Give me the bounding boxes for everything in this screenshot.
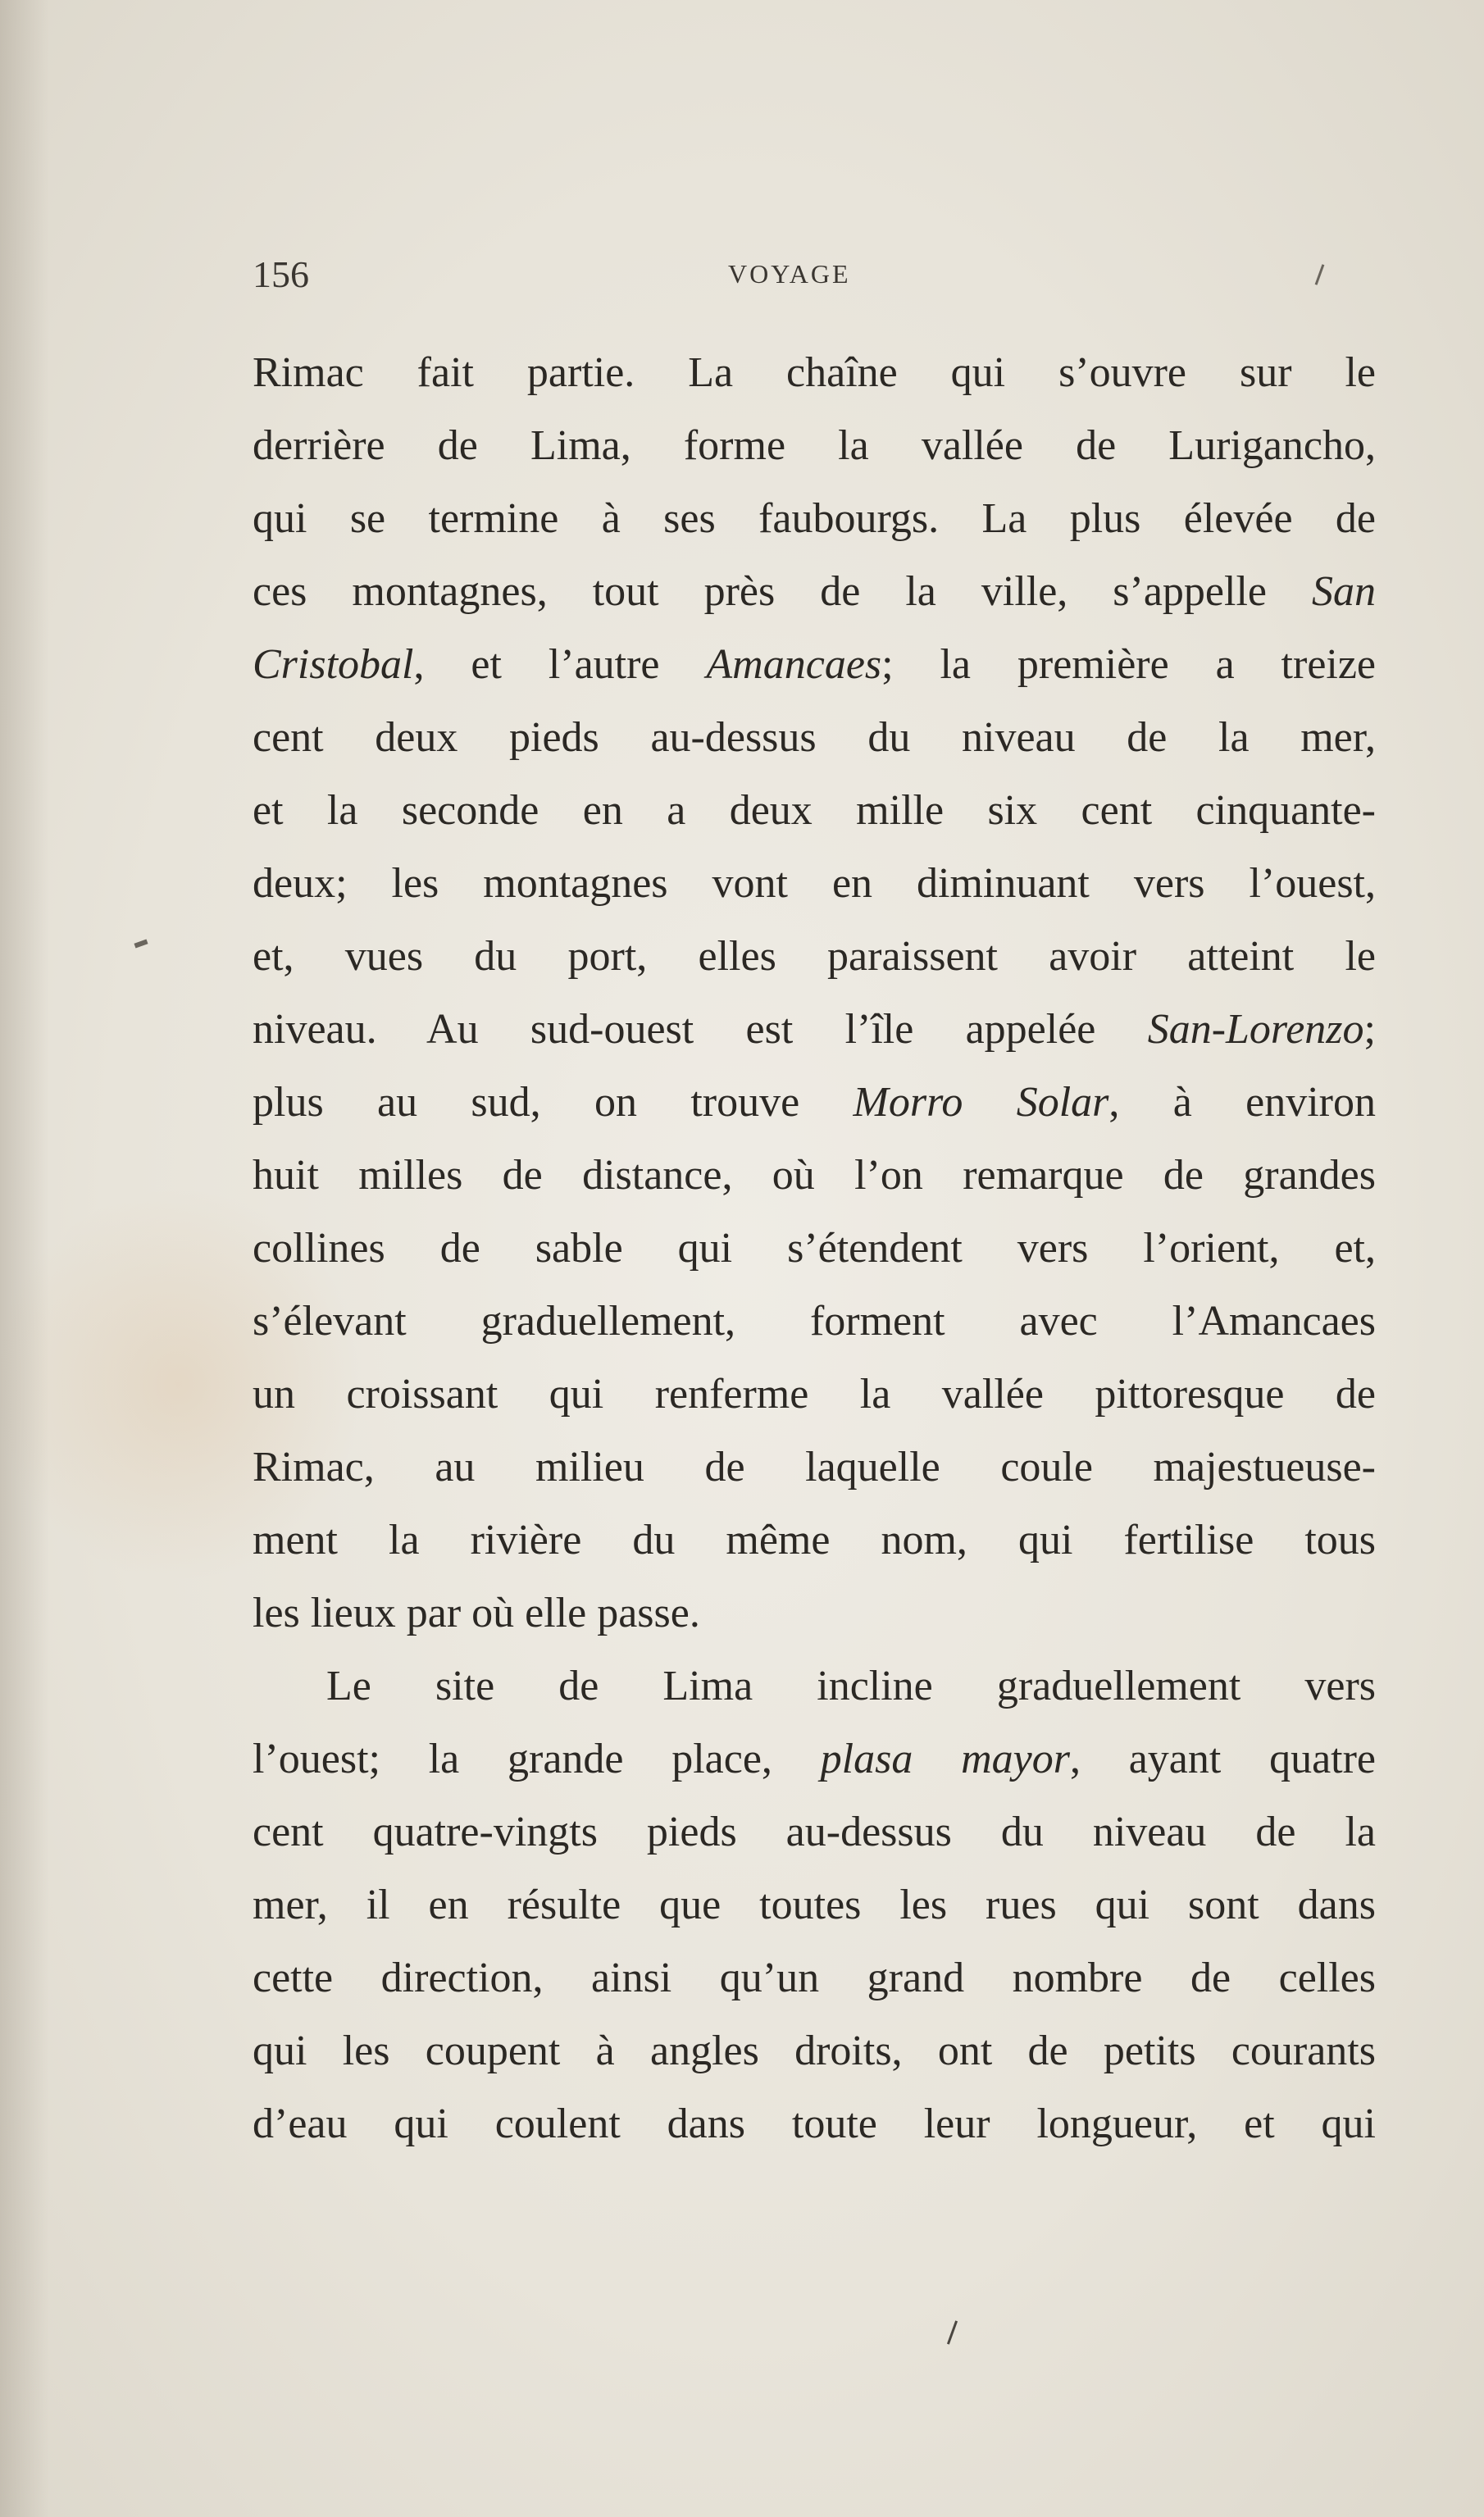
text-run: , à environ — [1108, 1079, 1376, 1126]
text-line: Rimac fait partie. La chaîne qui s’ouvre sur le — [253, 349, 1376, 396]
gutter-shadow — [0, 0, 49, 2517]
italic-run: San — [1312, 568, 1376, 615]
text-line: cent deux pieds au-dessus du niveau de la mer, — [253, 714, 1376, 761]
text-line: Le site de Lima incline graduellement vers — [326, 1663, 1376, 1709]
text-run: , et l’autre — [413, 641, 707, 688]
text-run: niveau. Au sud-ouest est l’île appelée — [253, 1006, 1148, 1053]
text-line: un croissant qui renferme la vallée pittoresque de — [253, 1371, 1376, 1418]
page-number: 156 — [253, 253, 309, 295]
text-line: s’élevant graduellement, forment avec l’Amancaes — [253, 1298, 1376, 1345]
text-line: et, vues du port, elles paraissent avoir atteint le — [253, 933, 1376, 980]
italic-run: Amancaes — [706, 641, 882, 688]
text-line — [253, 1723, 1376, 1796]
text-line — [253, 1066, 1376, 1139]
text-line: qui les coupent à angles droits, ont de petits courants — [253, 2028, 1376, 2074]
text-line — [253, 993, 1376, 1066]
page-header — [253, 253, 1368, 302]
text-line — [253, 628, 1376, 701]
text-line: qui se termine à ses faubourgs. La plus élevée de — [253, 495, 1376, 542]
italic-run: San-Lorenzo — [1147, 1006, 1364, 1053]
text-line: huit milles de distance, où l’on remarque de grandes — [253, 1152, 1376, 1199]
text-run: plus au sud, on trouve — [253, 1079, 854, 1126]
italic-run: Morro Solar — [853, 1079, 1109, 1126]
ink-mark — [947, 2320, 958, 2344]
text-line: ment la rivière du même nom, qui fertilise tous — [253, 1517, 1376, 1563]
text-run: , ayant quatre — [1069, 1736, 1377, 1782]
italic-run: plasa mayor — [820, 1736, 1070, 1782]
text-line — [253, 555, 1376, 628]
text-line: cette direction, ainsi qu’un grand nombre de celles — [253, 1955, 1376, 2001]
text-line: Rimac, au milieu de laquelle coule majestueuse- — [253, 1444, 1376, 1491]
text-line: deux; les montagnes vont en diminuant vers l’ouest, — [253, 860, 1376, 907]
ink-mark — [134, 939, 148, 948]
body-text — [253, 336, 1376, 2160]
text-run: l’ouest; la grande place, — [253, 1736, 821, 1782]
text-line: et la seconde en a deux mille six cent cinquante- — [253, 787, 1376, 834]
text-line: cent quatre-vingts pieds au-dessus du niveau de la — [253, 1809, 1376, 1855]
running-title: VOYAGE — [728, 259, 851, 289]
text-line: mer, il en résulte que toutes les rues qui sont dans — [253, 1882, 1376, 1928]
text-run: ces montagnes, tout près de la ville, s’appelle — [253, 568, 1312, 615]
text-line: derrière de Lima, forme la vallée de Lurigancho, — [253, 422, 1376, 469]
text-line: collines de sable qui s’étendent vers l’orient, et, — [253, 1225, 1376, 1272]
text-run: ; — [1363, 1006, 1376, 1053]
italic-run: Cristobal — [253, 641, 414, 688]
text-line: d’eau qui coulent dans toute leur longueur, et qui — [253, 2101, 1376, 2147]
text-line: les lieux par où elle passe. — [253, 1590, 700, 1636]
text-run: ; la première a treize — [881, 641, 1377, 688]
